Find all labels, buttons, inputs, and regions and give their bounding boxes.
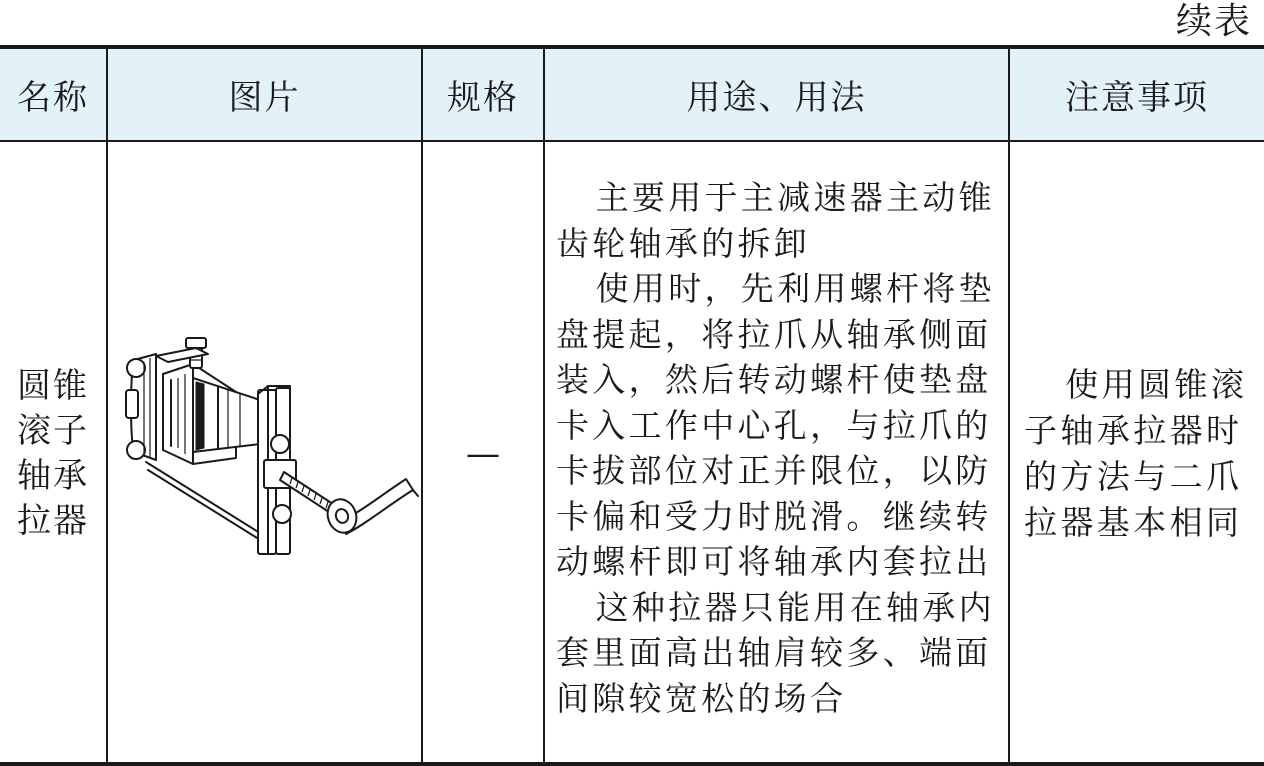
notes-cell — [1010, 142, 1264, 766]
usage-paragraph: 主要用于主减速器主动锥齿轮轴承的拆卸 — [556, 178, 995, 263]
table-header-row — [0, 49, 1264, 142]
header-notes: 注意事项 — [1065, 78, 1209, 118]
continued-label: 续表 — [1175, 1, 1252, 42]
spec-cell: — — [466, 434, 500, 474]
tool-name: 圆锥滚子轴承拉器 — [17, 366, 89, 541]
tool-name-cell — [0, 142, 106, 766]
header-spec: 规格 — [447, 78, 519, 118]
header-usage: 用途、用法 — [686, 78, 867, 118]
header-name: 名称 — [17, 78, 89, 118]
usage-paragraph: 使用时，先利用螺杆将垫盘提起，将拉爪从轴承侧面装入，然后转动螺杆使垫盘卡入工作中心孔，与拉爪的卡拔部位对正并限位，以防卡偏和受力时脱滑。继续转动螺杆即可将轴承内套拉出 — [556, 269, 995, 581]
tapered-roller-bearing-puller-illustration — [108, 142, 421, 766]
header-picture: 图片 — [228, 78, 301, 118]
usage-cell — [545, 142, 1008, 766]
tool-table — [0, 45, 1264, 766]
usage-paragraph: 这种拉器只能用在轴承内套里面高出轴肩较多、端面间隙较宽松的场合 — [556, 587, 995, 718]
tool-picture-cell — [108, 142, 421, 766]
notes-text: 使用圆锥滚子轴承拉器时的方法与二爪拉器基本相同 — [1024, 365, 1248, 542]
